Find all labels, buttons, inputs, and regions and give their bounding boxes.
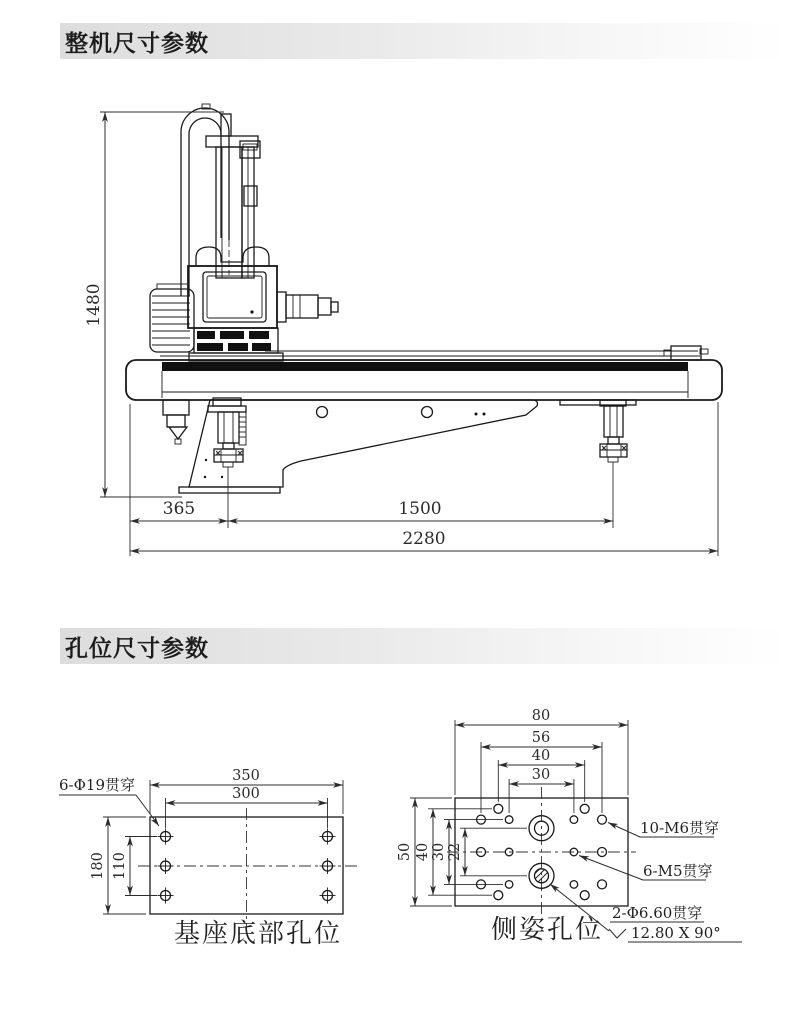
side-dim-56: 56 [531, 730, 551, 746]
base-dim-180: 180 [90, 852, 106, 880]
side-dim-50: 50 [397, 842, 413, 862]
dim-height-label: 1480 [84, 283, 104, 327]
center-support-pillar [208, 398, 246, 467]
side-dim-22: 22 [447, 842, 463, 862]
side-plate-diagram [397, 708, 742, 944]
countersink-icon [609, 929, 626, 938]
side-dim-40-top: 40 [531, 748, 551, 764]
section-title-machine: 整机尺寸参数 [65, 29, 209, 56]
side-note-m6: 10-M6贯穿 [640, 819, 720, 837]
dim-span-label: 1500 [398, 499, 442, 519]
base-dim-110: 110 [112, 852, 128, 880]
base-plate-diagram [59, 768, 358, 948]
base-dim-300: 300 [232, 786, 260, 802]
side-note-csink: 12.80 X 90° [631, 924, 721, 942]
carriage [188, 247, 278, 328]
side-dim-30-left: 30 [431, 842, 447, 862]
side-dim-80: 80 [531, 708, 551, 724]
vertical-arm [206, 114, 260, 278]
robot-side-view [126, 104, 722, 493]
side-dim-40-left: 40 [415, 842, 431, 862]
dim-total-label: 2280 [402, 529, 446, 549]
section-title-holes: 孔位尺寸参数 [65, 634, 209, 661]
dim-offset-label: 365 [162, 499, 196, 519]
side-note-m5: 6-M5贯穿 [643, 862, 713, 880]
base-plate-caption: 基座底部孔位 [173, 918, 343, 948]
side-note-cbore: 2-Φ6.60贯穿 [612, 904, 703, 922]
sprue-nozzle [163, 400, 189, 444]
base-hole-note: 6-Φ19贯穿 [59, 776, 135, 794]
base-dim-350: 350 [232, 768, 260, 784]
side-plate-caption: 侧姿孔位 [490, 914, 604, 944]
section-header-holes [60, 628, 790, 664]
traverse-beam [126, 346, 722, 400]
right-support-leg [560, 400, 636, 462]
right-motor [277, 292, 338, 322]
hole-drawings-svg [0, 670, 790, 1025]
side-dim-30-top: 30 [531, 767, 551, 783]
